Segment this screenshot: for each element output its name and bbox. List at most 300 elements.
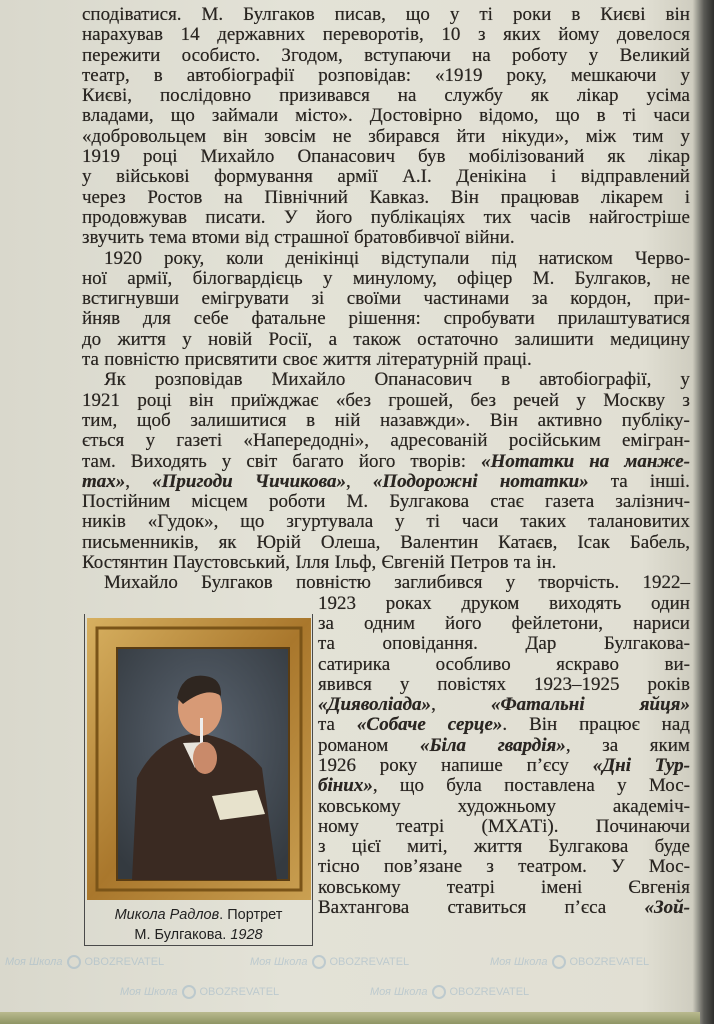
text-segment: приїжджає	[230, 389, 319, 411]
text-line	[318, 675, 690, 695]
text-line	[82, 228, 690, 248]
text-segment: автобіографії	[186, 64, 295, 86]
word	[205, 208, 265, 228]
text-segment: зі	[311, 288, 325, 310]
word	[264, 127, 316, 147]
word	[458, 797, 556, 817]
word	[596, 817, 690, 837]
word	[131, 452, 207, 472]
text-segment: з	[486, 856, 494, 878]
word	[479, 106, 538, 126]
text-line	[82, 350, 690, 370]
word	[436, 655, 511, 675]
text-segment: А.І.	[402, 166, 432, 188]
watermark	[490, 955, 649, 969]
caption-title: . Портрет	[219, 907, 283, 923]
text-segment: життя	[117, 328, 166, 350]
word	[538, 411, 603, 431]
text-segment: присвятити	[184, 349, 278, 371]
text-segment: як	[530, 85, 549, 107]
text-segment: сатирика	[318, 653, 391, 675]
word	[682, 391, 690, 411]
word	[644, 898, 690, 918]
text-segment: роках	[385, 592, 432, 614]
text-segment: що	[399, 775, 425, 797]
word	[82, 269, 107, 289]
work-title: нотатки»	[499, 470, 589, 492]
text-segment: військові	[116, 166, 190, 188]
text-line	[82, 330, 690, 350]
text-segment: своє	[282, 349, 318, 371]
text-line	[318, 797, 690, 817]
word	[448, 715, 507, 735]
text-segment: поставлена	[504, 775, 595, 797]
word	[649, 857, 690, 877]
word	[154, 66, 163, 86]
word	[525, 634, 556, 654]
word	[297, 147, 395, 167]
text-segment: у	[680, 369, 690, 391]
word	[252, 309, 326, 329]
text-segment: остаточно	[417, 328, 499, 350]
word	[318, 594, 356, 614]
text-segment: літературній	[376, 349, 479, 371]
text-segment: творчість.	[538, 572, 620, 594]
word	[635, 249, 690, 269]
text-segment: року,	[163, 247, 205, 269]
text-line	[82, 411, 690, 431]
word	[318, 695, 436, 715]
word	[212, 106, 278, 126]
word	[680, 66, 690, 86]
word	[426, 512, 440, 532]
text-segment: йти	[456, 125, 486, 147]
text-line	[82, 269, 690, 289]
word	[384, 857, 462, 877]
word	[575, 269, 651, 289]
word	[127, 269, 172, 289]
word	[491, 249, 516, 269]
word	[564, 898, 606, 918]
text-segment: газеті	[176, 430, 223, 452]
word	[624, 452, 690, 472]
word	[513, 5, 551, 25]
word	[400, 675, 410, 695]
watermark-logo-icon	[67, 955, 81, 969]
word	[461, 594, 519, 614]
word	[457, 269, 512, 289]
word	[589, 208, 690, 228]
word	[104, 249, 142, 269]
text-segment: встигнувши	[82, 288, 179, 310]
text-line	[82, 127, 690, 147]
word	[424, 289, 510, 309]
text-segment: Михайло	[104, 572, 178, 594]
text-segment: академіч-	[612, 795, 690, 817]
word	[435, 66, 483, 86]
watermark	[5, 955, 164, 969]
text-segment: у	[588, 44, 599, 66]
word	[160, 86, 251, 106]
work-title: яйця»	[639, 694, 690, 716]
word	[208, 330, 252, 350]
text-segment: Великий	[619, 44, 690, 66]
word	[539, 573, 620, 593]
text-segment: Росії,	[268, 328, 313, 350]
text-segment: Булгаков	[201, 572, 273, 594]
word	[226, 249, 263, 269]
word	[539, 370, 651, 390]
word	[201, 147, 275, 167]
word	[281, 46, 342, 66]
text-segment: імені	[541, 876, 583, 898]
word	[82, 147, 120, 167]
text-segment: ін.	[536, 552, 557, 574]
word	[655, 756, 690, 776]
word	[610, 330, 690, 350]
word	[318, 736, 388, 756]
word	[512, 46, 567, 66]
text-segment: Мос-	[648, 775, 690, 797]
text-segment: світ	[246, 450, 278, 472]
text-segment: частинами	[423, 288, 510, 310]
word	[623, 106, 637, 126]
word	[295, 106, 353, 126]
word	[529, 715, 557, 735]
word	[648, 147, 690, 167]
word	[283, 350, 318, 370]
word	[589, 46, 599, 66]
text-segment: таких	[520, 511, 567, 533]
text-segment: п’єса	[564, 897, 607, 919]
text-segment: ,	[565, 734, 571, 756]
word	[148, 512, 219, 532]
text-line	[82, 147, 690, 167]
text-segment: пережити	[82, 44, 161, 66]
text-line	[82, 188, 690, 208]
text-segment: тісно	[318, 856, 360, 878]
word	[256, 533, 300, 553]
text-segment: його	[445, 612, 482, 634]
word	[615, 492, 690, 512]
text-segment: назавжди».	[380, 409, 471, 431]
word	[292, 452, 343, 472]
text-segment: що	[555, 105, 580, 127]
text-segment: миті,	[407, 836, 448, 858]
text-segment: тим,	[82, 409, 118, 431]
text-segment: призивався	[279, 85, 370, 107]
text-line	[318, 634, 690, 654]
text-segment: оповідання.	[382, 633, 478, 655]
text-segment: він	[189, 389, 214, 411]
text-segment: зовсім	[264, 125, 316, 147]
text-segment: Постійним	[82, 491, 171, 513]
text-segment: Костянтин	[82, 552, 168, 574]
word	[104, 573, 178, 593]
text-segment: як	[218, 531, 237, 553]
word	[318, 675, 372, 695]
word	[512, 614, 603, 634]
text-segment: ної	[82, 267, 107, 289]
text-segment: за	[531, 288, 548, 310]
text-segment: цієї	[351, 836, 381, 858]
text-segment: активно	[537, 409, 603, 431]
word	[82, 553, 168, 573]
text-segment: життя	[473, 836, 523, 858]
word	[318, 797, 401, 817]
word	[576, 391, 586, 411]
text-segment: та	[82, 349, 99, 371]
text-segment: державних	[217, 24, 306, 46]
text-segment: У	[611, 856, 625, 878]
word	[82, 188, 126, 208]
word	[82, 66, 130, 86]
word	[323, 350, 371, 370]
text-segment: мобілізований	[468, 146, 585, 168]
text-segment: офіцер	[457, 267, 513, 289]
text-segment: у	[145, 430, 156, 452]
word	[549, 594, 621, 614]
word	[316, 208, 353, 228]
text-line	[82, 472, 690, 492]
text-line	[318, 715, 690, 735]
text-segment: повістях	[437, 673, 507, 695]
word	[456, 167, 526, 187]
word	[347, 492, 369, 512]
word	[82, 431, 124, 451]
text-segment: Достовірно	[369, 105, 463, 127]
word	[354, 228, 460, 248]
word	[451, 188, 479, 208]
word	[395, 512, 405, 532]
word	[396, 817, 444, 837]
work-title: «Дні	[592, 754, 631, 776]
work-title: «Фатальні	[490, 694, 585, 716]
word	[444, 86, 502, 106]
word	[318, 776, 378, 796]
word	[82, 208, 187, 228]
word	[479, 5, 493, 25]
text-segment: новій	[208, 328, 253, 350]
text-segment: Вахтангова	[318, 897, 410, 919]
word	[164, 249, 204, 269]
work-title: серце»	[447, 714, 503, 736]
text-segment: минулому,	[352, 267, 437, 289]
word	[318, 634, 335, 654]
word	[531, 86, 549, 106]
text-segment: Опанасович	[374, 369, 473, 391]
word	[556, 655, 619, 675]
word	[518, 857, 587, 877]
word	[490, 492, 524, 512]
word	[246, 452, 277, 472]
word	[536, 553, 556, 573]
text-segment: Виходять	[130, 450, 207, 472]
caption-author: Микола Радлов	[114, 907, 220, 923]
word	[556, 106, 580, 126]
word	[680, 370, 690, 390]
text-line	[82, 533, 690, 553]
word	[491, 695, 585, 715]
text-segment: один	[651, 592, 690, 614]
text-segment: Булгакова	[389, 491, 470, 513]
word	[335, 5, 386, 25]
text-segment: ковському	[318, 876, 401, 898]
text-segment: М.	[346, 491, 369, 513]
word	[82, 391, 120, 411]
text-segment: 10	[441, 24, 461, 46]
text-segment: життя	[322, 349, 372, 371]
text-segment: у	[182, 328, 192, 350]
watermark-left-text: Моя Школа	[370, 986, 428, 998]
text-segment: він	[665, 4, 690, 25]
text-segment: Валентин	[400, 531, 479, 553]
word	[420, 736, 466, 756]
text-segment: вступаючи	[364, 44, 451, 66]
word	[630, 533, 690, 553]
watermark-right-text: OBOZREVATEL	[449, 986, 530, 998]
text-segment: лікар	[648, 146, 690, 168]
portrait-figure	[84, 614, 313, 946]
text-segment: пов’язане	[383, 856, 463, 878]
text-segment: писав,	[334, 4, 386, 25]
word	[444, 309, 535, 329]
text-segment: денікінці	[285, 247, 360, 269]
text-segment: Михайло	[200, 146, 275, 168]
text-segment: Кавказ.	[369, 186, 430, 208]
text-segment: публікаціях	[370, 206, 466, 228]
word	[527, 756, 569, 776]
word	[82, 167, 92, 187]
word	[534, 675, 620, 695]
word	[82, 452, 116, 472]
text-segment: найгостріше	[589, 206, 690, 228]
word	[223, 127, 247, 147]
watermark-left-text: Моя Школа	[5, 956, 63, 968]
word	[665, 655, 690, 675]
text-segment: 1923–1925	[534, 673, 620, 695]
text-segment: усіма	[646, 85, 690, 107]
word	[219, 533, 237, 553]
text-segment: буде	[654, 836, 690, 858]
word	[171, 106, 195, 126]
text-segment: тема	[149, 227, 187, 249]
text-segment: йому	[558, 24, 600, 46]
word	[182, 330, 192, 350]
word	[190, 411, 286, 431]
text-segment: мешкаючи	[570, 64, 657, 86]
word	[192, 228, 240, 248]
word	[402, 167, 432, 187]
text-segment: та	[610, 470, 628, 492]
text-segment: лікар	[576, 85, 619, 107]
word	[284, 208, 297, 228]
work-title: «Подорожні	[372, 470, 478, 492]
word	[155, 370, 243, 390]
word	[649, 776, 690, 796]
word	[600, 5, 645, 25]
text-segment: Паустовський,	[173, 552, 290, 574]
text-line	[82, 25, 690, 45]
word	[482, 817, 559, 837]
text-segment: Катаєв,	[498, 531, 558, 553]
text-segment: ній	[334, 409, 361, 431]
text-segment: страшної	[274, 227, 349, 249]
word	[82, 289, 179, 309]
word	[82, 25, 163, 45]
text-segment: з	[682, 389, 690, 411]
word	[368, 127, 439, 147]
text-segment: що	[170, 105, 195, 127]
work-title: манже-	[624, 450, 690, 472]
text-line	[318, 898, 690, 918]
text-segment: ті	[622, 105, 637, 127]
word	[82, 46, 160, 66]
word	[182, 46, 260, 66]
text-segment: з	[318, 836, 326, 858]
word	[469, 147, 585, 167]
text-segment: була	[446, 775, 482, 797]
text-segment: та	[318, 714, 335, 736]
text-segment: рішення:	[348, 308, 421, 330]
word	[318, 817, 359, 837]
text-line	[318, 756, 690, 776]
text-line	[318, 817, 690, 837]
word	[82, 309, 120, 329]
work-title: «Біла	[419, 734, 467, 756]
text-segment: Києві,	[82, 85, 132, 107]
text-segment: багато	[292, 450, 344, 472]
watermark-right-text: OBOZREVATEL	[199, 986, 280, 998]
word	[82, 106, 154, 126]
word	[490, 411, 518, 431]
text-segment: місто».	[295, 105, 353, 127]
word	[318, 837, 326, 857]
watermark-right-text: OBOZREVATEL	[84, 956, 165, 968]
word	[530, 208, 571, 228]
watermark-logo-icon	[432, 985, 446, 999]
word	[407, 837, 448, 857]
word	[486, 857, 494, 877]
word	[386, 594, 432, 614]
word	[353, 269, 437, 289]
word	[549, 837, 629, 857]
word	[82, 127, 206, 147]
text-segment: напише	[441, 754, 503, 776]
text-line	[82, 370, 690, 390]
word	[143, 309, 171, 329]
text-segment: формування	[214, 166, 313, 188]
word	[551, 167, 556, 187]
text-segment: 1920	[104, 247, 142, 269]
word	[217, 25, 305, 45]
word	[502, 127, 569, 147]
text-segment: що	[240, 511, 265, 533]
text-segment: у	[399, 673, 410, 695]
word	[577, 533, 610, 553]
text-segment: не	[332, 125, 352, 147]
word	[611, 472, 628, 492]
work-title: гвардія»	[497, 734, 566, 756]
text-segment: талановитих	[588, 511, 690, 533]
text-segment: особливо	[435, 653, 511, 675]
text-segment: Булгакова	[548, 836, 629, 858]
text-segment: Він	[529, 714, 558, 736]
text-segment: до	[82, 328, 102, 350]
word	[446, 776, 482, 796]
text-segment: особисто.	[181, 44, 261, 66]
text-segment: праці.	[483, 349, 532, 371]
